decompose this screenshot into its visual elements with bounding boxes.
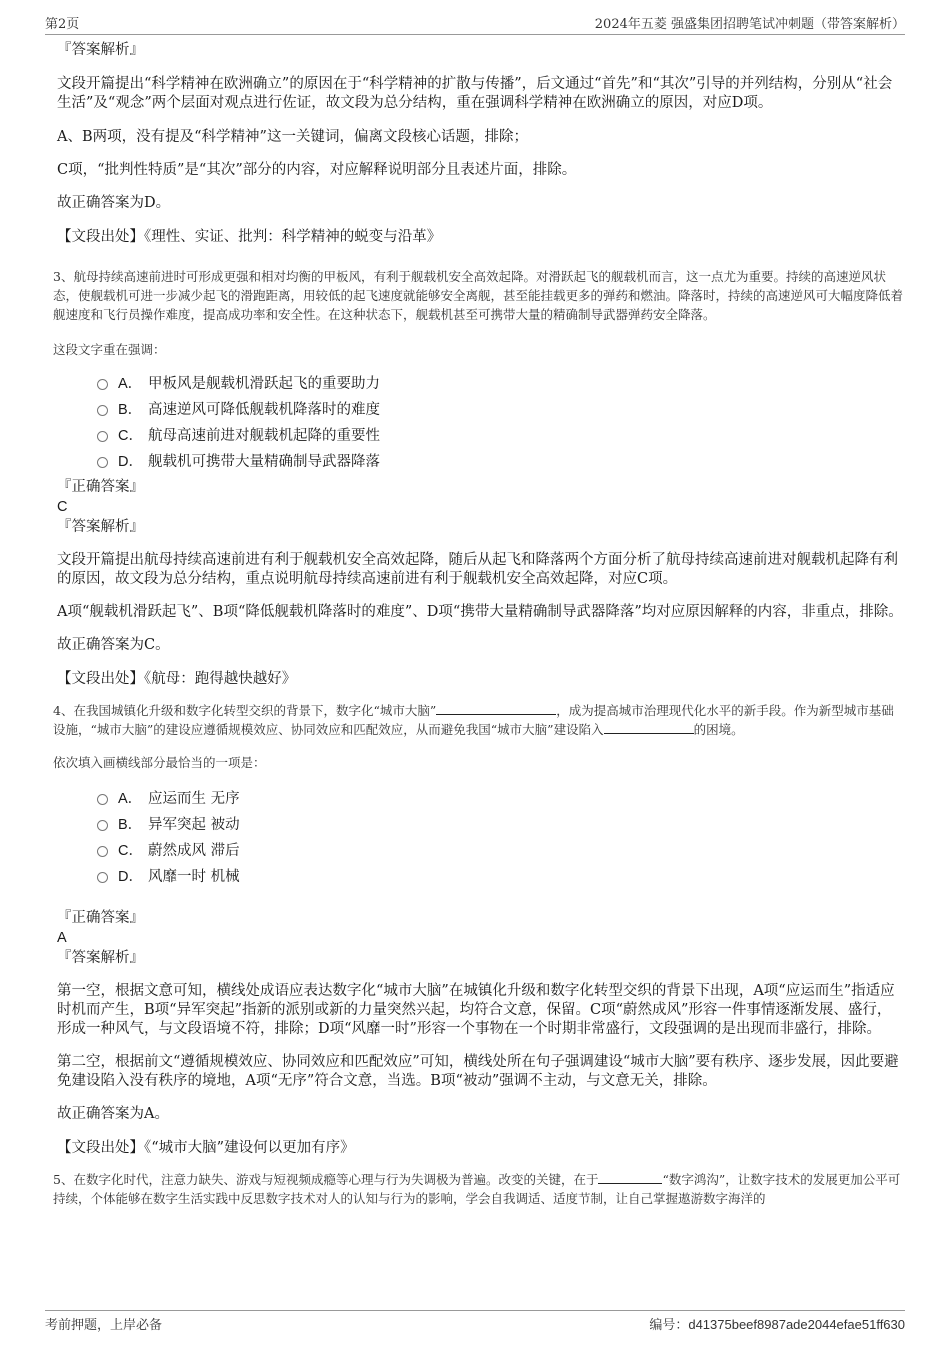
radio-button-icon[interactable] [97,457,108,468]
option-text: 异军突起 被动 [148,816,240,833]
option-letter: C． [118,842,143,859]
page-number: 第2页 [45,17,80,32]
q5-stem-part-2: “数字鸿沟”，让数字技术的发展更加公平可持续，个体能够在数字生活实践中反思数字技术对人的认知与行为的影响，学会自我调适、适度节制，让自己掌握遨游数字海洋的 [53,1172,901,1206]
q3-option-a[interactable] [97,369,905,395]
radio-button-icon[interactable] [97,794,108,805]
q3-stem: 3、航母持续高速前进时可形成更强和相对均衡的甲板风，有利于舰载机安全高效起降。对滑跃起飞的舰载机而言，这一点尤为重要。持续的高速逆风状态，使舰载机可进一步减少起飞的滑跑距离，用较低的起飞速度就能够安全离舰，甚至能挂载更多的弹药和燃油。降落时，持续的高速逆风可大幅度降低着舰速度和飞行员操作难度，提高成功率和安全性。在这种状态下，舰载机甚至可携带大量的精确制导武器弹药安全降落。 [53,269,904,322]
option-letter: B． [118,401,143,418]
option-letter: A． [118,375,143,392]
q4-option-c[interactable] [97,836,905,862]
q5-stem-part-1: 5、在数字化时代，注意力缺失、游戏与短视频成瘾等心理与行为失调极为普遍。改变的关键，在于 [53,1172,599,1187]
q3-correct-answer: C [57,499,68,515]
option-text: 高速逆风可降低舰载机降落时的难度 [148,401,380,418]
q2-analysis-paragraph-3: C项，“批判性特质”是“其次”部分的内容，对应解释说明部分且表述片面，排除。 [57,162,577,178]
document-title: 2024年五菱 强盛集团招聘笔试冲刺题（带答案解析） [594,17,905,32]
option-letter: D． [118,868,143,885]
option-text: 风靡一时 机械 [148,868,240,885]
q4-analysis-label: 『答案解析』 [57,950,144,966]
q3-prompt: 这段文字重在强调： [53,342,166,357]
radio-button-icon[interactable] [97,405,108,416]
q4-analysis-paragraph-1: 第一空，根据文意可知，横线处成语应表达数字化“城市大脑”在城镇化升级和数字化转型交织的背景下出现，A项“应运而生”指适应时机而产生，B项“异军突起”指新的派别或新的力量突然兴起，均符合文意，保留。C项“蔚然成风”形容一件事情逐渐发展、盛行，形成一种风气，与文段语境不符，排除；D项“风靡一时”形容一个事物在一个时期非常盛行，文段强调的是出现而非盛行，排除。 [57,983,895,1037]
q4-option-d[interactable] [97,862,905,888]
q3-analysis-paragraph-1: 文段开篇提出航母持续高速前进有利于舰载机安全高效起降，随后从起飞和降落两个方面分析了航母持续高速前进对舰载机起降有利的原因，故文段为总分结构，重点说明航母持续高速前进有利于舰载机安全高效起降，对应C项。 [57,552,898,587]
q5-blank-1 [598,1171,662,1184]
q4-option-a[interactable] [97,784,905,810]
footer-slogan: 考前押题，上岸必备 [45,1317,163,1333]
q4-prompt: 依次填入画横线部分最恰当的一项是： [53,755,266,770]
q2-source: 【文段出处】《理性、实证、批判：科学精神的蜕变与沿革》 [57,229,442,245]
q4-stem-part-3: 的困境。 [693,722,744,737]
q3-correct-label: 『正确答案』 [57,479,144,495]
q4-stem [45,701,905,739]
q3-analysis-paragraph-3: 故正确答案为C。 [57,637,170,653]
q5-stem [45,1170,905,1208]
q2-analysis-paragraph-4: 故正确答案为D。 [57,195,171,211]
radio-button-icon[interactable] [97,431,108,442]
q4-correct-answer: A [57,930,67,946]
q4-blank-2 [604,721,694,734]
q3-option-c[interactable] [97,421,905,447]
q4-source: 【文段出处】《“城市大脑”建设何以更加有序》 [57,1140,355,1156]
q3-option-d[interactable] [97,447,905,473]
option-text: 甲板风是舰载机滑跃起飞的重要助力 [148,375,380,392]
q4-analysis-paragraph-2: 第二空，根据前文“遵循规模效应、协同效应和匹配效应”可知，横线处所在句子强调建设“城市大脑”要有秩序、逐步发展，因此要避免建设陷入没有秩序的境地，A项“无序”符合文意，当选。B项“被动”强调不主动，与文意无关，排除。 [57,1054,899,1089]
option-letter: C． [118,427,143,444]
option-text: 应运而生 无序 [148,790,240,807]
option-letter: B． [118,816,143,833]
radio-button-icon[interactable] [97,820,108,831]
radio-button-icon[interactable] [97,379,108,390]
q3-analysis-paragraph-2: A项“舰载机滑跃起飞”、B项“降低舰载机降落时的难度”、D项“携带大量精确制导武器降落”均对应原因解释的内容，非重点，排除。 [57,604,903,620]
page-header [45,10,905,35]
q4-analysis-paragraph-3: 故正确答案为A。 [57,1106,169,1122]
q2-analysis-label: 『答案解析』 [57,42,144,58]
q4-blank-1 [436,702,556,715]
page-footer [45,1310,905,1335]
q3-source: 【文段出处】《航母：跑得越快越好》 [57,671,297,687]
option-text: 舰载机可携带大量精确制导武器降落 [148,453,380,470]
option-letter: A． [118,790,143,807]
q3-option-b[interactable] [97,395,905,421]
page-content [45,40,905,1208]
q3-options [45,369,905,473]
option-text: 蔚然成风 滞后 [148,842,240,859]
document-id: 编号：d41375beef8987ade2044efae51ff630 [649,1316,905,1332]
q4-stem-part-1: 4、在我国城镇化升级和数字化转型交织的背景下，数字化“城市大脑” [53,703,437,718]
radio-button-icon[interactable] [97,872,108,883]
radio-button-icon[interactable] [97,846,108,857]
q4-correct-label: 『正确答案』 [57,910,144,926]
q2-analysis-paragraph-2: A、B两项，没有提及“科学精神”这一关键词，偏离文段核心话题，排除； [57,129,528,145]
q3-analysis-label: 『答案解析』 [57,519,144,535]
option-text: 航母高速前进对舰载机起降的重要性 [148,427,380,444]
q4-options [45,784,905,888]
option-letter: D． [118,453,143,470]
q2-analysis-paragraph-1: 文段开篇提出“科学精神在欧洲确立”的原因在于“科学精神的扩散与传播”，后文通过“首先”和“其次”引导的并列结构，分别从“社会生活”及“观念”两个层面对观点进行佐证，故文段为总分结构，重在强调科学精神在欧洲确立的原因，对应D项。 [57,76,893,111]
q4-stem-part-2: ，成为提高城市治理现代化水平的新手段。作为新型城市基础设施，“城市大脑”的建设应遵循规模效应、协同效应和匹配效应，从而避免我国“城市大脑”建设陷入 [53,703,894,737]
q4-option-b[interactable] [97,810,905,836]
